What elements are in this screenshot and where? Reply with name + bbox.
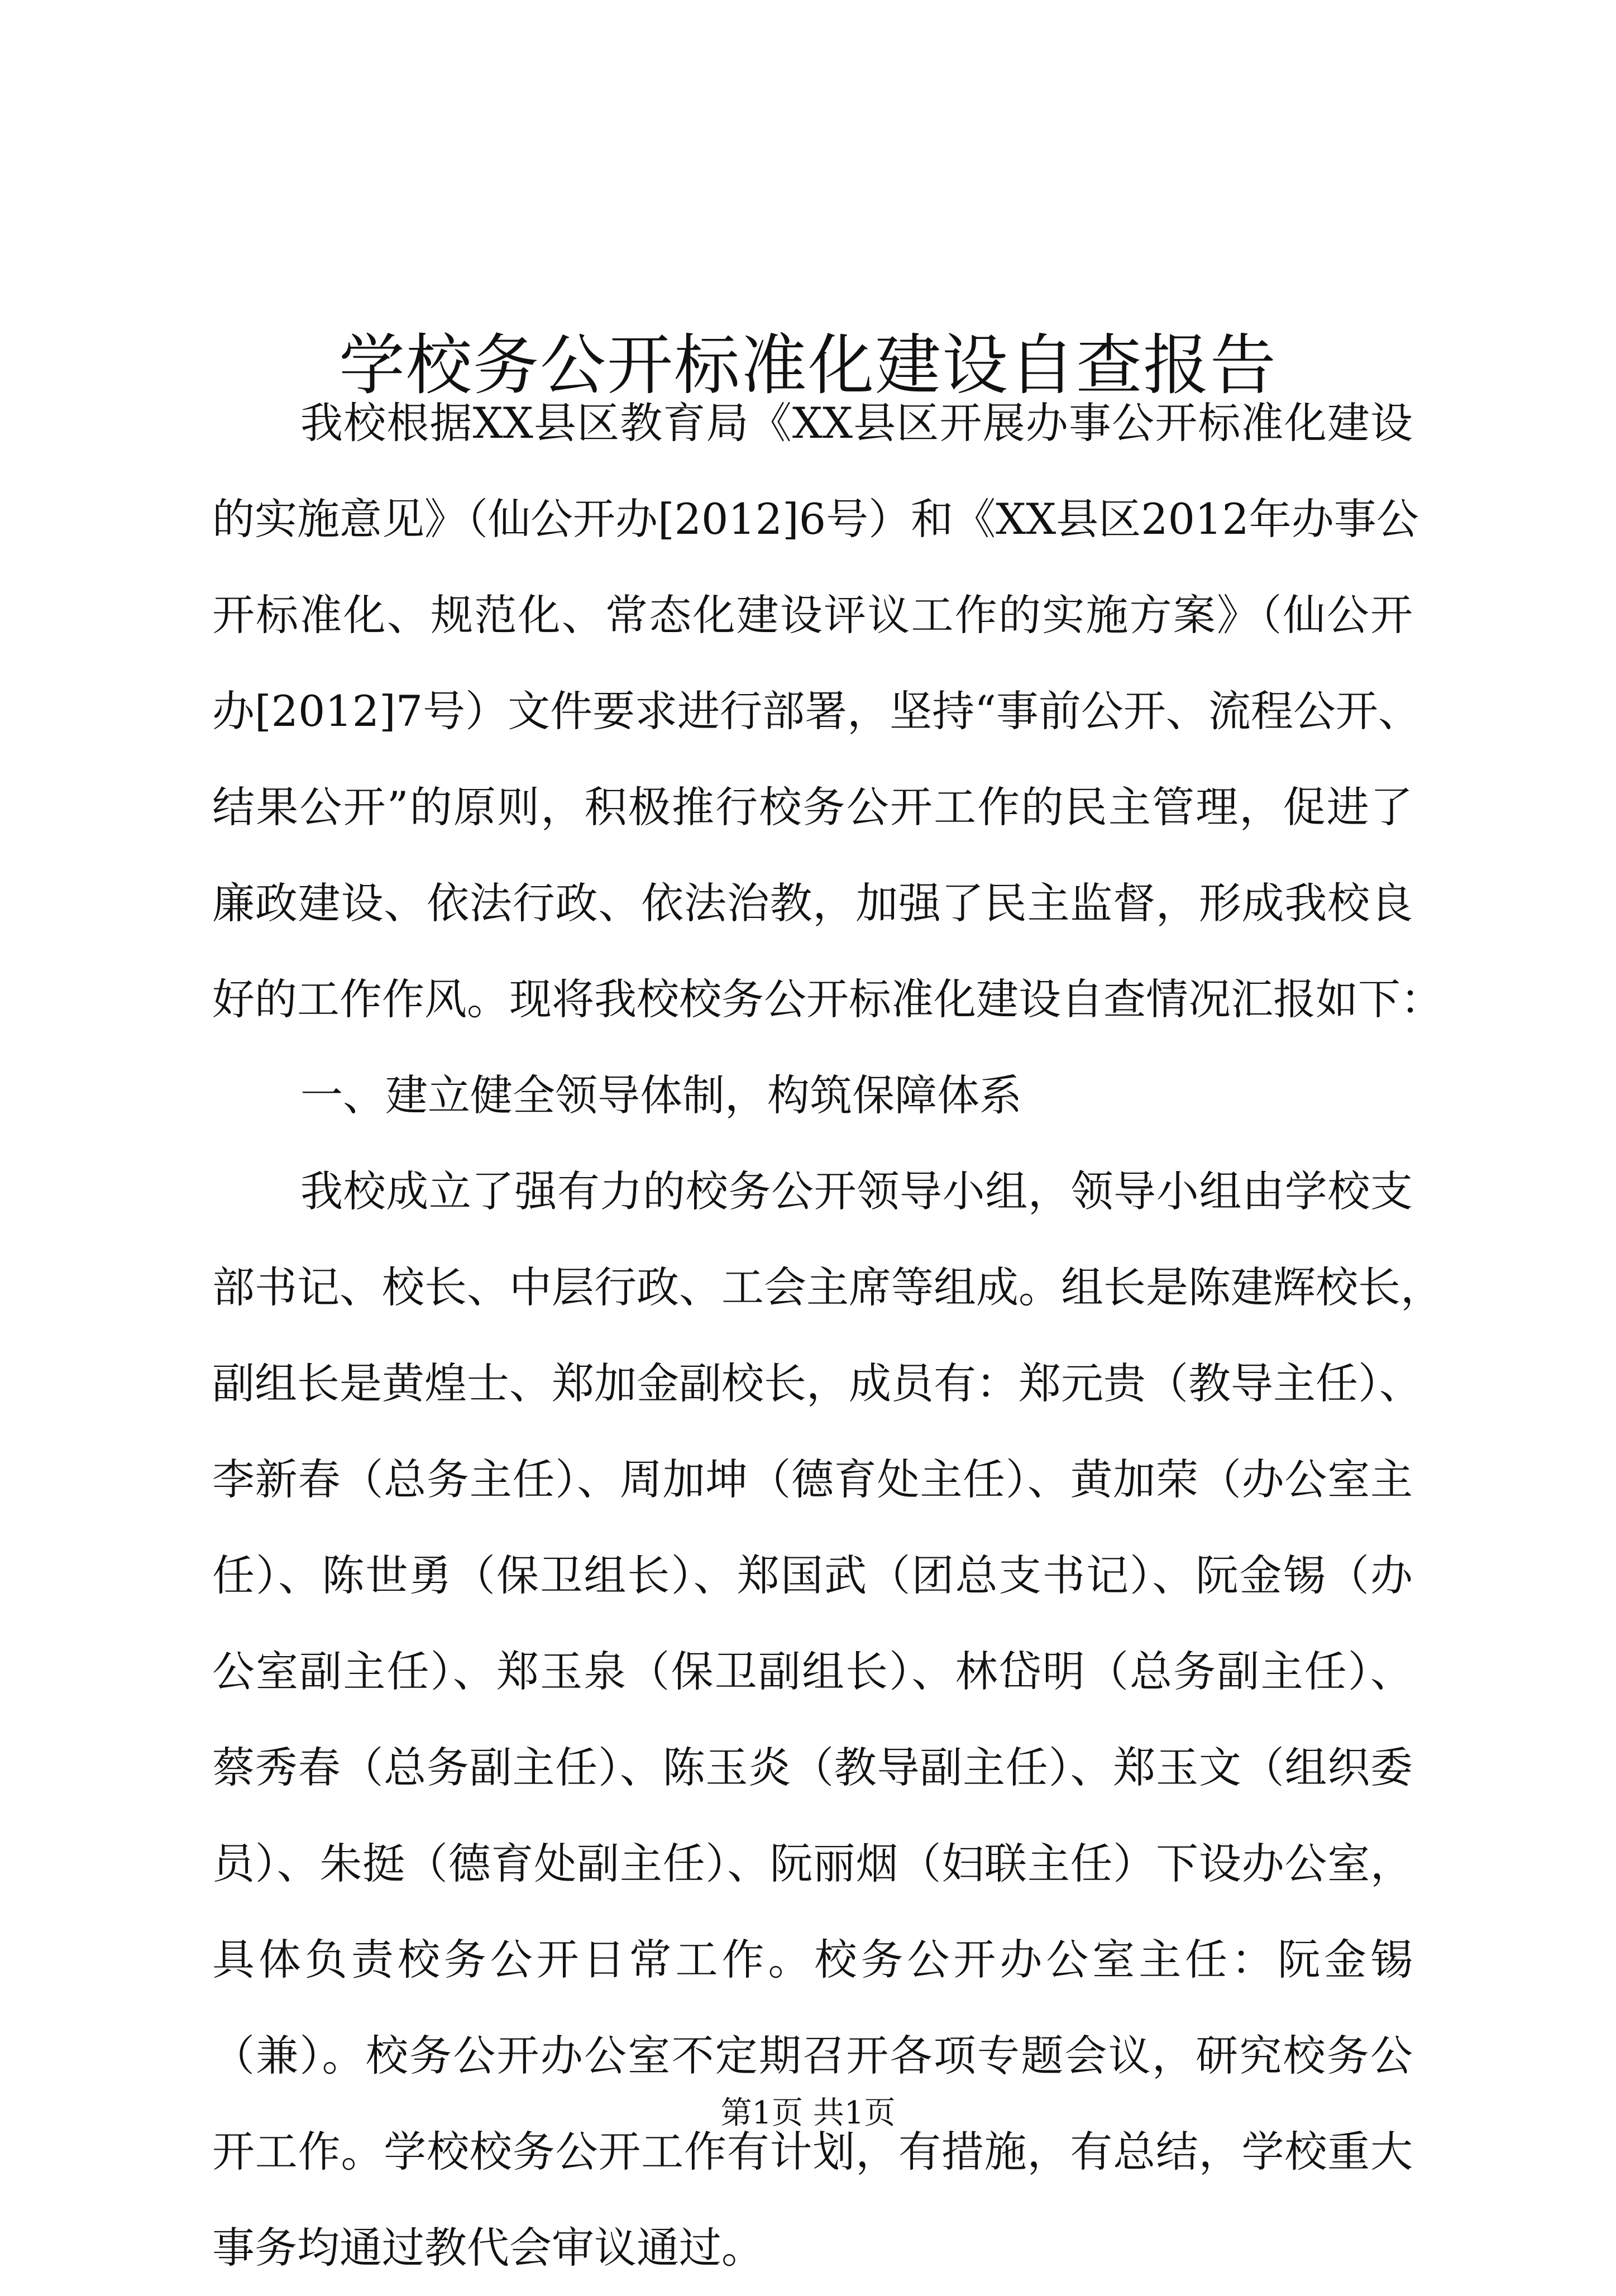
document-body <box>212 375 1443 2296</box>
paragraph-line: （兼）。校务公开办公室不定期召开各项专题会议，研究校务公 <box>212 2031 1413 2080</box>
paragraph-line: 的实施意见》（仙公开办[2012]6号）和《XX县区2012年办事公 <box>212 494 1419 544</box>
paragraph-line: 开工作。学校校务公开工作有计划，有措施，有总结，学校重大 <box>212 2127 1413 2177</box>
document-title: 学校务公开标准化建设自查报告 <box>338 327 1277 404</box>
page-footer: 第1页 共1页 <box>720 2095 896 2131</box>
paragraph-line: 蔡秀春（总务副主任）、陈玉炎（教导副主任）、郑玉文（组织委 <box>212 1743 1413 1792</box>
paragraph-line: 任）、陈世勇（保卫组长）、郑国武（团总支书记）、阮金锡（办 <box>212 1551 1413 1600</box>
paragraph-line: 办[2012]7号）文件要求进行部署，坚持“事前公开、流程公开、 <box>212 686 1421 736</box>
paragraph-line: 我校成立了强有力的校务公开领导小组，领导小组由学校支 <box>300 1166 1413 1216</box>
paragraph-line: 我校根据XX县区教育局《XX县区开展办事公开标准化建设 <box>300 398 1413 448</box>
paragraph-line: 李新春（总务主任）、周加坤（德育处主任）、黄加荣（办公室主 <box>212 1455 1413 1504</box>
paragraph-line: 部书记、校长、中层行政、工会主席等组成。组长是陈建辉校长， <box>212 1262 1443 1312</box>
paragraph-line: 副组长是黄煌士、郑加金副校长，成员有：郑元贵（教导主任）、 <box>212 1359 1422 1408</box>
paragraph-line: 结果公开”的原则，积极推行校务公开工作的民主管理，促进了 <box>212 782 1413 832</box>
paragraph-line: 事务均通过教代会审议通过。 <box>212 2223 764 2273</box>
paragraph-line: 公室副主任）、郑玉泉（保卫副组长）、林岱明（总务副主任）、 <box>212 1647 1413 1696</box>
paragraph-line: 员）、朱挺（德育处副主任）、阮丽烟（妇联主任）下设办公室， <box>212 1839 1413 1888</box>
paragraph-line: 好的工作作风。现将我校校务公开标准化建设自查情况汇报如下： <box>212 974 1443 1024</box>
paragraph-line: 廉政建设、依法行政、依法治教，加强了民主监督，形成我校良 <box>212 878 1413 928</box>
section-heading: 一、建立健全领导体制，构筑保障体系 <box>300 1070 1022 1120</box>
paragraph-line: 开标准化、规范化、常态化建设评议工作的实施方案》（仙公开 <box>212 590 1413 640</box>
paragraph-line: 具体负责校务公开日常工作。校务公开办公室主任：阮金锡 <box>212 1935 1413 1984</box>
